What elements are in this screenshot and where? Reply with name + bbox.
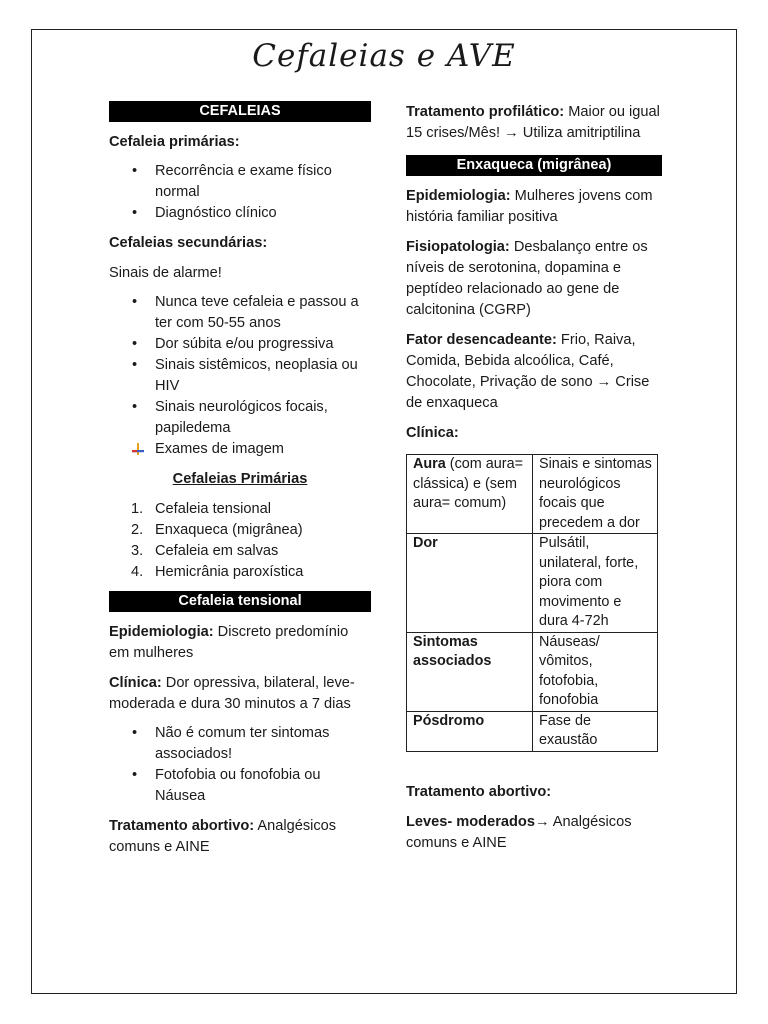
enxaqueca-fator: Fator desencadeante: Frio, Raiva, Comida, Bebida alcoólica, Café, Chocolate, Privação de sono → Crise de enxaqueca — [406, 332, 650, 411]
list-item: 3. Cefaleia em salvas — [131, 543, 279, 559]
list-item: • Sinais neurológicos focais, papiledema — [155, 397, 371, 439]
tensional-epidemiologia: Epidemiologia: Discreto predomínio em mulheres — [109, 624, 349, 661]
table-cell: Pulsátil, unilateral, forte, piora com movimento e dura 4-72h — [533, 534, 658, 633]
sinais-list — [109, 292, 371, 439]
primarias-heading: Cefaleia primárias: — [109, 134, 240, 150]
secundarias-heading: Cefaleias secundárias: — [109, 235, 268, 251]
primarias-ordered-list — [109, 499, 371, 583]
sinais-alarme: Sinais de alarme! — [109, 265, 222, 281]
enxaqueca-fisiopatologia: Fisiopatologia: Desbalanço entre os níveis de serotonina, dopamina e peptídeo relacionado ao gene de calcitonina (CGRP) — [406, 239, 648, 318]
table-cell: Pósdromo — [407, 711, 533, 751]
exames-item: Exames de imagem — [155, 439, 371, 460]
primarias-list — [109, 161, 371, 224]
colored-bullet-icon — [131, 442, 145, 456]
clinica-table — [406, 454, 658, 752]
cefaleias-primarias-subheading: Cefaleias Primárias — [172, 471, 308, 487]
enxaqueca-clinica-heading: Clínica: — [406, 425, 459, 441]
table-row — [407, 632, 658, 711]
section-header-enxaqueca: Enxaqueca (migrânea) — [406, 155, 662, 176]
list-item: 2. Enxaqueca (migrânea) — [131, 522, 303, 538]
enxaqueca-epidemiologia: Epidemiologia: Mulheres jovens com história familiar positiva — [406, 188, 653, 225]
table-cell: Sinais e sintomas neurológicos focais que precedem a dor — [533, 455, 658, 534]
enxaqueca-leves: Leves- moderados→ Analgésicos comuns e AINE — [406, 813, 632, 851]
enxaqueca-tratamento-heading: Tratamento abortivo: — [406, 783, 552, 800]
tensional-clinica: Clínica: Dor opressiva, bilateral, leve-moderada e dura 30 minutos a 7 dias — [109, 675, 355, 712]
list-item: • Nunca teve cefaleia e passou a ter com 50-55 anos — [155, 292, 371, 334]
left-column — [109, 101, 371, 858]
list-item: • Sinais sistêmicos, neoplasia ou HIV — [155, 355, 371, 397]
list-item: • Recorrência e exame físico normal — [155, 161, 371, 203]
tratamento-profilatico: Tratamento profilático: Maior ou igual 15 crises/Mês! → Utiliza amitriptilina — [406, 104, 660, 141]
table-cell: Dor — [407, 534, 533, 633]
table-cell: Sintomas associados — [407, 632, 533, 711]
table-cell: Fase de exaustão — [533, 711, 658, 751]
exames-list — [109, 439, 371, 460]
tensional-clinica-list — [109, 723, 371, 807]
list-item: • Não é comum ter sintomas associados! — [155, 723, 371, 765]
section-header-tensional: Cefaleia tensional — [109, 591, 371, 612]
list-item: 4. Hemicrânia paroxística — [131, 564, 304, 580]
list-item: • Fotofobia ou fonofobia ou Náusea — [155, 765, 371, 807]
right-column — [406, 101, 662, 854]
list-item: • Diagnóstico clínico — [155, 203, 371, 224]
list-item: 1. Cefaleia tensional — [131, 501, 272, 517]
table-row — [407, 711, 658, 751]
section-header-cefaleias: CEFALEIAS — [109, 101, 371, 122]
table-cell: Aura (com aura= clássica) e (sem aura= comum) — [407, 455, 533, 534]
list-item: • Dor súbita e/ou progressiva — [155, 334, 371, 355]
tensional-tratamento: Tratamento abortivo: Analgésicos comuns e AINE — [109, 818, 337, 855]
table-row — [407, 534, 658, 633]
table-cell: Náuseas/ vômitos, fotofobia, fonofobia — [533, 632, 658, 711]
table-row — [407, 455, 658, 534]
page-title: Cefaleias e AVE — [252, 38, 516, 74]
